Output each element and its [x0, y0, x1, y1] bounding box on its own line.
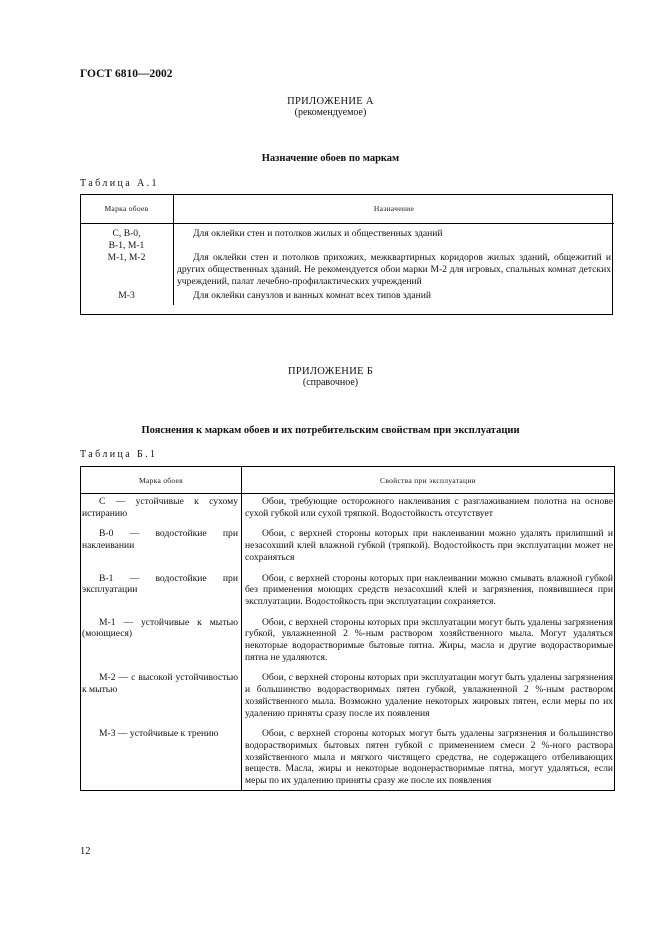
mark-line: В-1, М-1 [108, 240, 145, 251]
cell-mark: С — устойчивые к сухому истиранию [81, 494, 242, 527]
appendix-a-status: (рекомендуемое) [294, 107, 367, 118]
cell-properties: Обои, с верхней стороны которых могут быть удалены загрязнения и большинство водорастворимых бытовых пятен губкой с применением смеси 2 %-ного раствора хозяйственного мыла и мягкого чистящего средства, не содержащего отбеливающих веществ. Масла, жиры и некоторые водонерастворимые пятна, могут удаляться, если меры по их удалению приняты сразу же после их появления [245, 728, 613, 787]
cell-properties: Обои, с верхней стороны которых при наклеивании можно смывать влажной губкой без применения моющих средств незасохший клей и загрязнения, появившиеся при эксплуатации. Водостойкость при эксплуатации сохраняется. [245, 572, 613, 607]
cell-mark [80, 290, 174, 305]
cell-mark [80, 252, 174, 290]
cell-properties: Обои, с верхней стороны которых при наклеивании можно удалять прилипший и незасохший клей влажной губкой (тряпкой). Водостойкость при эксплуатации может не сохраняться [245, 528, 613, 563]
mark-line: С, В-0, [112, 228, 141, 239]
appendix-a-title: ПРИЛОЖЕНИЕ А [287, 96, 374, 107]
table-row [81, 726, 615, 790]
table-row [81, 615, 615, 671]
table-row [81, 571, 615, 615]
mark-line: М-1, М-2 [107, 252, 146, 263]
mark-line: М-3 [118, 290, 135, 301]
cell-mark [80, 224, 174, 253]
cell-mark: М-1 — устойчивые к мытью (моющиеся) [81, 615, 242, 671]
column-header-properties: Свойства при эксплуатации [242, 467, 615, 494]
table-header-row [80, 194, 614, 224]
cell-purpose: Для оклейки стен и потолков жилых и общественных зданий [193, 228, 443, 239]
column-header-mark: Марка обоев [81, 467, 242, 494]
table-header-row [81, 467, 615, 494]
cell-mark: М-3 — устойчивые к трению [81, 726, 242, 790]
table-row [81, 670, 615, 726]
appendix-b-status: (справочное) [302, 377, 359, 388]
table-a1-label: Таблица А.1 [80, 178, 159, 189]
cell-mark: В-0 — водостойкие при наклеивании [81, 526, 242, 570]
cell-properties: Обои, с верхней стороны которых при эксплуатации могут быть удалены загрязнения губкой, увлажненной 2 %-ным раствором хозяйственного мыла. Могут удаляться некоторые водорастворимые бытовые пятна. Жиры, масла и другие водорастворимые пятна не удаляются. [245, 616, 613, 663]
table-b1-label: Таблица Б.1 [80, 449, 158, 460]
appendix-a-section-title: Назначение обоев по маркам [261, 153, 400, 164]
table-row [80, 224, 614, 253]
cell-purpose: Для оклейки стен и потолков прихожих, межквартирных коридоров жилых зданий, общежитий и других общественных зданий. Не рекомендуется обои марки М-2 для игровых, спальных комнат детских учреждений, палат лечебно-профилактических учреждений [177, 252, 611, 287]
appendix-b-section-title: Пояснения к маркам обоев и их потребительским свойствам при эксплуатации [141, 425, 520, 436]
table-row [80, 252, 614, 290]
table-row [81, 494, 615, 527]
cell-purpose: Для оклейки санузлов и ванных комнат всех типов зданий [193, 290, 432, 301]
cell-mark: М-2 — с высокой устойчивостью к мытью [81, 670, 242, 726]
table-b1 [80, 466, 615, 791]
appendix-b-title: ПРИЛОЖЕНИЕ Б [287, 366, 374, 377]
column-header-mark: Марка обоев [80, 194, 174, 224]
table-row [81, 526, 615, 570]
cell-properties: Обои, с верхней стороны которых при эксплуатации могут быть удалены загрязнения и большинство водорастворимых пятен губкой, увлажненной 2 %-ным раствором хозяйственного мыла. Возможно удаление некоторых жировых пятен, если меры по их удалению приняты сразу после их появления [245, 672, 613, 719]
cell-mark: В-1 — водостойкие при эксплуатации [81, 571, 242, 615]
table-a1 [80, 194, 614, 305]
table-row [80, 290, 614, 305]
column-header-purpose: Назначение [174, 194, 615, 224]
document-header: ГОСТ 6810—2002 [80, 68, 173, 80]
page-number: 12 [80, 846, 91, 857]
cell-properties: Обои, требующие осторожного наклеивания с разглаживанием полотна на основе сухой губкой или сухой тряпкой. Водостойкость отсутствует [245, 496, 613, 519]
